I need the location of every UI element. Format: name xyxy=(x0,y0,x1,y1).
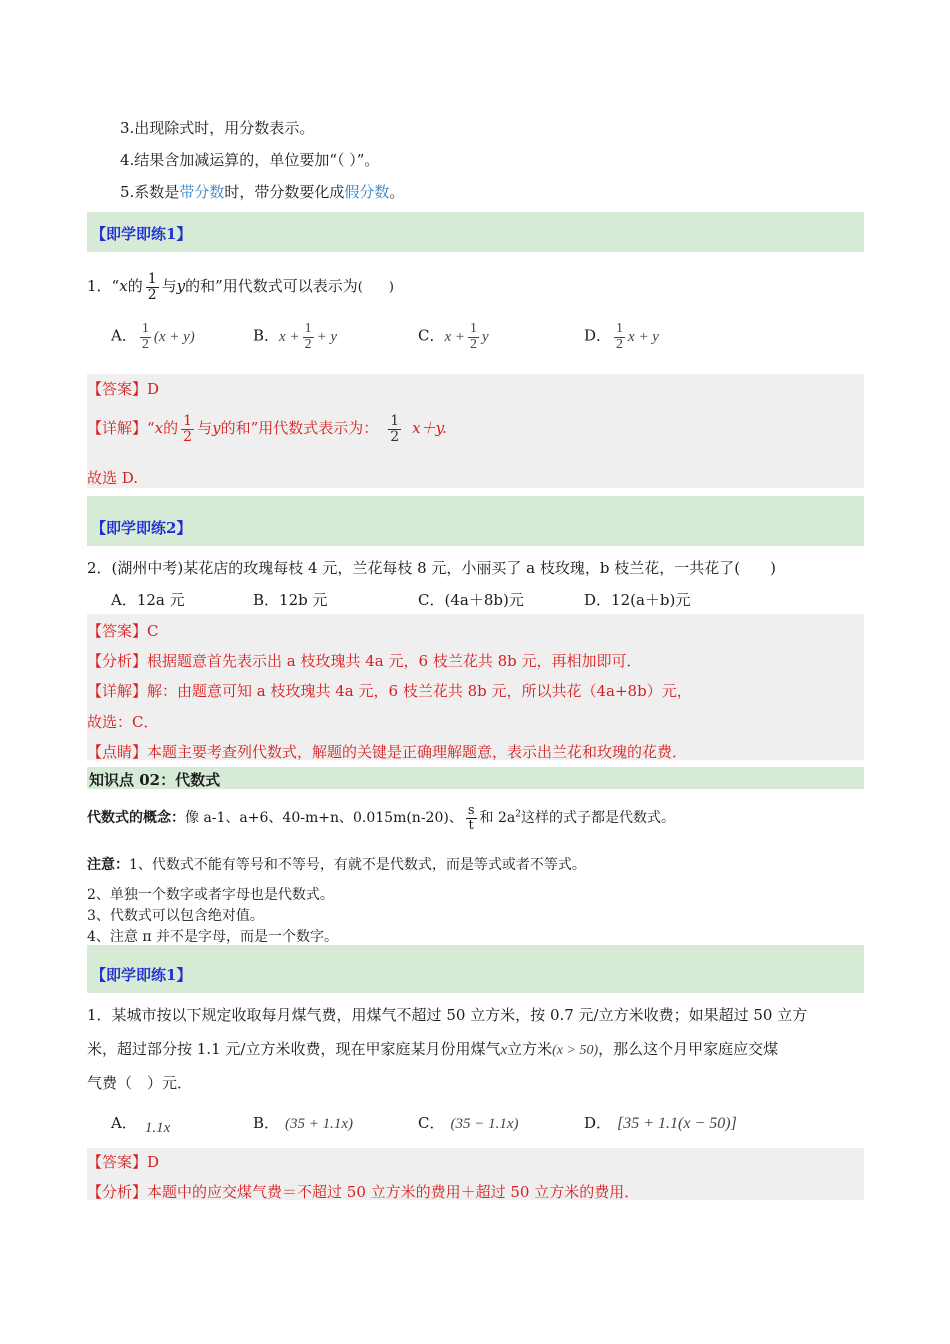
analysis-3: 【分析】本题中的应交煤气费＝不超过 50 立方米的费用＋超过 50 立方米的费用． xyxy=(87,1183,640,1201)
note-line-1: 注意：1、代数式不能有等号和不等号，有就不是代数式，而是等式或者不等式。 xyxy=(87,857,586,873)
concept-line: 代数式的概念：像 a-1、a+6、40-m+n、0.015m(n-20)、 $\frac{s}{t}$ 和 $2a^2$这样的式子都是代数式。 xyxy=(87,803,675,833)
practice-label: 【即学即练1】 xyxy=(91,225,192,243)
point-2: 【点睛】本题主要考查列代数式，解题的关键是正确理解题意，表示出兰花和玫瑰的花费． xyxy=(87,743,688,761)
choose-1: 故选 D. xyxy=(87,469,139,487)
detail-2: 【详解】解：由题意可知 a 枝玫瑰共 4a 元，6 枝兰花共 8b 元，所以共花（4a+8b）元， xyxy=(87,682,692,700)
rule-5: 5.系数是带分数时，带分数要化成假分数。 xyxy=(120,183,405,201)
detail-1: 【详解】“x的 $\frac{1}{2}$ 与y的和”用代数式表示为： $\frac{1}{2}$ x＋y. xyxy=(87,413,447,445)
answer-2: 【答案】C xyxy=(87,622,159,640)
answer-1: 【答案】D xyxy=(87,380,160,398)
option-b[interactable]: B．12b 元 xyxy=(253,591,328,609)
option-d[interactable]: D． $\frac{1}{2}$ x + y xyxy=(584,321,659,352)
option-b[interactable]: B． (35 + 1.1x) xyxy=(253,1114,354,1132)
note-line-3: 3、代数式可以包含绝对值。 xyxy=(87,908,264,924)
mixed-number-term: 带分数 xyxy=(179,183,225,201)
knowledge-point-title: 知识点 02：代数式 xyxy=(89,771,221,789)
option-b[interactable]: B．x + $\frac{1}{2}$ + y xyxy=(253,321,338,352)
knowledge-point-header xyxy=(87,767,864,789)
option-d[interactable]: D． [35 + 1.1(x − 50)] xyxy=(584,1114,737,1132)
rule-3: 3.出现除式时，用分数表示。 xyxy=(120,119,315,137)
question-3-line-1: 1．某城市按以下规定收取每月煤气费，用煤气不超过 50 立方米，按 0.7 元/立方米收费；如果超过 50 立方 xyxy=(87,1006,808,1024)
question-1-stem: 1．“x的 $\frac{1}{2}$ 与y的和”用代数式可以表示为( ) xyxy=(87,271,394,303)
note-line-4: 4、注意 π 并不是字母，而是一个数字。 xyxy=(87,929,339,945)
option-a[interactable]: A． $\frac{1}{2}$ (x + y) xyxy=(111,321,195,352)
option-a[interactable]: A．12a 元 xyxy=(111,591,185,609)
option-c[interactable]: C．(4a＋8b)元 xyxy=(418,591,524,609)
question-3-line-2: 米，超过部分按 1.1 元/立方米收费，现在甲家庭某月份用煤气x立方米(x > 50)，那么这个月甲家庭应交煤 xyxy=(87,1040,779,1058)
option-d[interactable]: D．12(a＋b)元 xyxy=(584,591,691,609)
choose-2: 故选：C． xyxy=(87,713,159,731)
note-line-2: 2、单独一个数字或者字母也是代数式。 xyxy=(87,887,334,903)
practice-label: 【即学即练1】 xyxy=(91,966,192,984)
analysis-2: 【分析】根据题意首先表示出 a 枝玫瑰共 4a 元，6 枝兰花共 8b 元，再相加即可． xyxy=(87,652,642,670)
improper-fraction-term: 假分数 xyxy=(344,183,390,201)
question-2-stem: 2．(湖州中考)某花店的玫瑰每枝 4 元，兰花每枝 8 元，小丽买了 a 枝玫瑰，b 枝兰花，一共花了( ) xyxy=(87,559,776,577)
practice-header-3 xyxy=(87,945,864,993)
option-c[interactable]: C． (35 − 1.1x) xyxy=(418,1114,519,1132)
answer-3: 【答案】D xyxy=(87,1153,160,1171)
fraction-half: $\frac{1}{2}$ xyxy=(147,271,157,303)
option-c[interactable]: C．x + $\frac{1}{2}$ y xyxy=(418,321,489,352)
rule-4: 4.结果含加减运算的，单位要加“（ ）”。 xyxy=(120,151,380,169)
practice-header-1 xyxy=(87,212,864,252)
option-a[interactable]: A． 1.1x xyxy=(111,1114,171,1136)
practice-header-2 xyxy=(87,496,864,546)
practice-label: 【即学即练2】 xyxy=(91,519,192,537)
question-3-line-3: 气费（ ）元． xyxy=(87,1074,193,1092)
